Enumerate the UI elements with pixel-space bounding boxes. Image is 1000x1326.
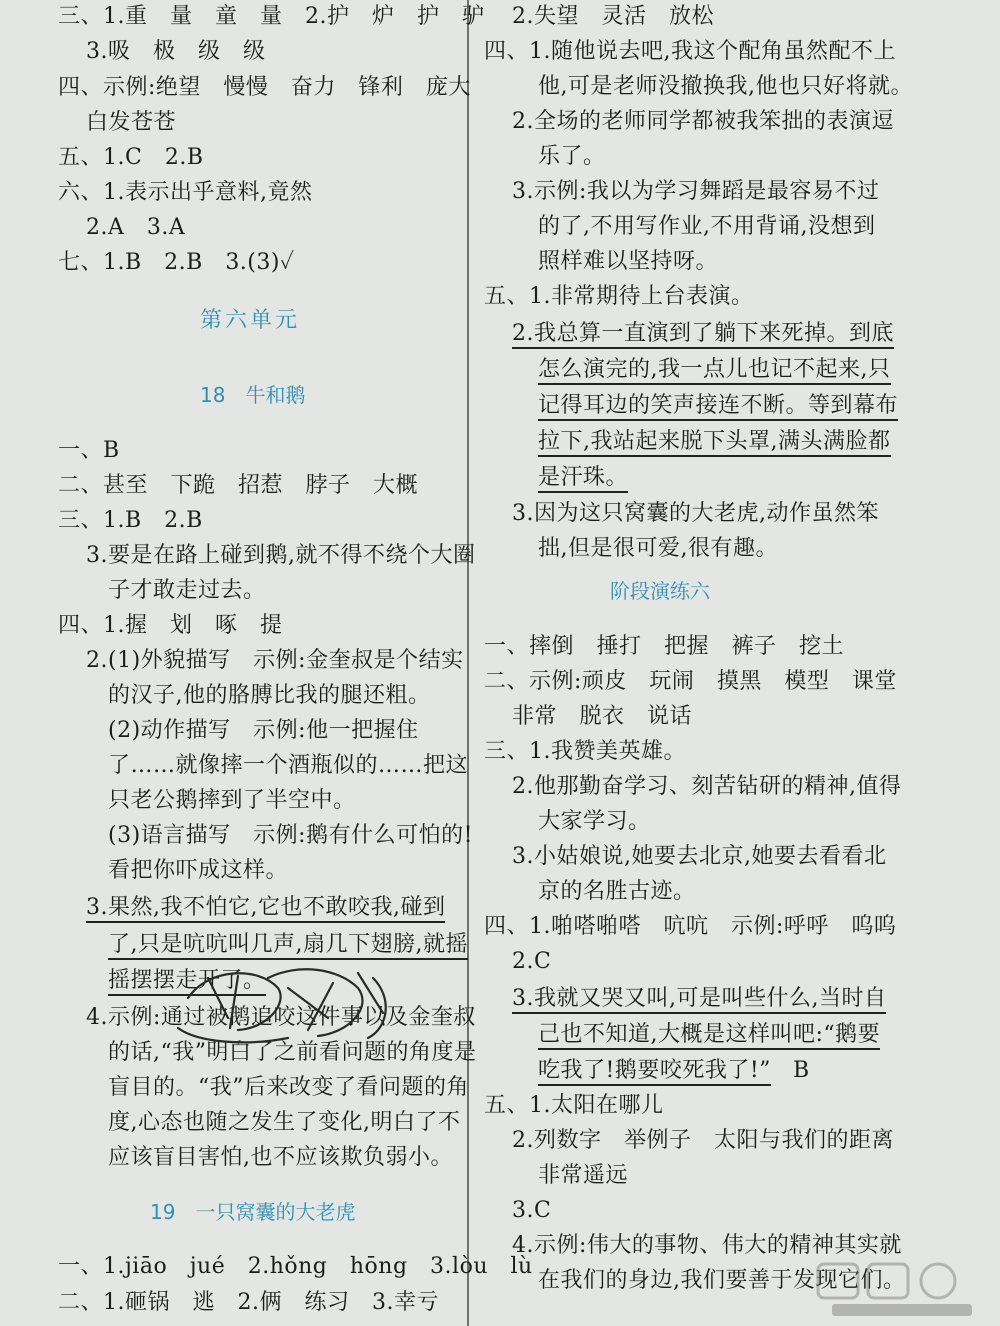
answer-line: 二、示例:顽皮 玩闹 摸黑 模型 课堂: [484, 669, 897, 694]
answer-line: 应该盲目害怕,也不应该欺负弱小。: [108, 1145, 453, 1170]
answer-line: 3.因为这只窝囊的大老虎,动作虽然笨: [512, 501, 879, 526]
choice-answer: B: [792, 1058, 810, 1083]
answer-line: [108, 930, 468, 960]
answer-line: 3.小姑娘说,她要去北京,她要去看看北: [512, 844, 887, 869]
answer-line: 的了,不用写作业,不用背诵,没想到: [538, 214, 876, 239]
answer-line: 的话,“我”明白了之前看问题的角度是: [108, 1040, 477, 1065]
answer-line: 四、1.握 划 啄 提: [58, 613, 283, 638]
answer-line: 子才敢走过去。: [108, 578, 266, 603]
answer-line: 2.A 3.A: [86, 215, 186, 240]
answer-line: 非常 脱衣 说话: [512, 704, 693, 729]
answer-line: 非常遥远: [538, 1163, 629, 1188]
answer-line: 了……就像摔一个酒瓶似的……把这: [108, 753, 469, 778]
answer-line: 3.要是在路上碰到鹅,就不得不绕个大圈: [86, 543, 476, 568]
answer-line: 3.吸 极 级 级: [86, 39, 266, 64]
answer-line: (2)动作描写 示例:他一把握住: [108, 718, 419, 743]
answer-line: [538, 1056, 810, 1086]
answer-line: 三、1.重 量 童 量 2.护 炉 护 驴: [58, 4, 485, 29]
answer-line: [512, 984, 886, 1014]
answer-line: 京的名胜古迹。: [538, 879, 696, 904]
answer-line: [538, 463, 628, 493]
answer-line: 大家学习。: [538, 809, 651, 834]
underlined-sentence: 吃我了!鹅要咬死我了!”: [538, 1058, 771, 1086]
answer-line: 度,心态也随之发生了变化,明白了不: [108, 1110, 461, 1135]
answer-line: 2.他那勤奋学习、刻苦钻研的精神,值得: [512, 774, 902, 799]
answer-line: 的汉子,他的胳膊比我的腿还粗。: [108, 683, 431, 708]
answer-line: 盲目的。“我”后来改变了看问题的角: [108, 1075, 469, 1100]
answer-line: [512, 319, 894, 349]
answer-line: 一、1.jiāo jué 2.hǒng hōng 3.lòu lù: [58, 1254, 533, 1279]
answer-line: [86, 893, 445, 923]
answer-line: 一、B: [58, 438, 120, 463]
watermark-logo: [812, 1260, 992, 1320]
answer-line: 照样难以坚持呀。: [538, 249, 719, 274]
answer-line: 3.C: [512, 1198, 552, 1223]
answer-line: 3.示例:我以为学习舞蹈是最容易不过: [512, 179, 880, 204]
answer-line: 七、1.B 2.B 3.(3)✓: [58, 250, 295, 275]
answer-line: [538, 355, 891, 385]
answer-line: 二、甚至 下跪 招惹 脖子 大概: [58, 473, 419, 498]
underlined-sentence: 记得耳边的笑声接连不断。等到幕布: [538, 393, 898, 421]
answer-line: 2.失望 灵活 放松: [512, 4, 714, 29]
underlined-sentence: 了,只是吭吭叫几声,扇几下翅膀,就摇: [108, 932, 468, 960]
answer-line: 在我们的身边,我们要善于发现它们。: [538, 1268, 906, 1293]
lesson-title: 18 牛和鹅: [200, 383, 306, 407]
underlined-sentence: 己也不知道,大概是这样叫吧:“鹅要: [538, 1022, 880, 1050]
handwritten-stamp: [168, 958, 400, 1048]
answer-line: 三、1.我赞美英雄。: [484, 739, 686, 764]
answer-line: [538, 427, 891, 457]
answer-line: 4.示例:通过被鹅追咬这件事以及金奎叔: [86, 1005, 476, 1030]
section-title: 阶段演练六: [610, 579, 710, 603]
answer-line: 二、1.砸锅 逃 2.俩 练习 3.幸亏: [58, 1290, 439, 1315]
answer-line: 2.C: [512, 949, 552, 974]
answer-line: 乐了。: [538, 144, 606, 169]
answer-line: 五、1.C 2.B: [58, 145, 204, 170]
answer-line: 他,可是老师没撤换我,他也只好将就。: [538, 74, 913, 99]
answer-line: 四、1.啪嗒啪嗒 吭吭 示例:呼呼 呜呜: [484, 914, 897, 939]
underlined-sentence: 怎么演完的,我一点儿也记不起来,只: [538, 357, 891, 385]
underlined-sentence: 3.果然,我不怕它,它也不敢咬我,碰到: [86, 895, 445, 923]
unit-title: 第六单元: [200, 308, 301, 333]
answer-line: 看把你吓成这样。: [108, 858, 289, 883]
answer-line: 2.列数字 举例子 太阳与我们的距离: [512, 1128, 894, 1153]
underlined-sentence: 3.我就又哭又叫,可是叫些什么,当时自: [512, 986, 886, 1014]
answer-line: 三、1.B 2.B: [58, 508, 203, 533]
answer-line: 四、1.随他说去吧,我这个配角虽然配不上: [484, 39, 896, 64]
underlined-sentence: 是汗珠。: [538, 465, 628, 493]
answer-line: 拙,但是很可爱,很有趣。: [538, 536, 778, 561]
answer-line: 只老公鹅摔到了半空中。: [108, 788, 356, 813]
underlined-sentence: 摇摆摆走开了。: [108, 968, 266, 996]
answer-line: 白发苍苍: [86, 110, 177, 135]
answer-line: 2.全场的老师同学都被我笨拙的表演逗: [512, 109, 894, 134]
answer-line: 六、1.表示出乎意料,竟然: [58, 180, 313, 205]
answer-line: 一、摔倒 捶打 把握 裤子 挖土: [484, 634, 845, 659]
answer-line: (3)语言描写 示例:鹅有什么可怕的!: [108, 823, 473, 848]
answer-line: [538, 1020, 880, 1050]
answer-line: 4.示例:伟大的事物、伟大的精神其实就: [512, 1233, 902, 1258]
answer-line: 四、示例:绝望 慢慢 奋力 锋利 庞大: [58, 75, 471, 100]
lesson-title: 19 一只窝囊的大老虎: [150, 1200, 356, 1224]
underlined-sentence: 2.我总算一直演到了躺下来死掉。到底: [512, 321, 894, 349]
answer-line: 五、1.太阳在哪儿: [484, 1093, 664, 1118]
underlined-sentence: 拉下,我站起来脱下头罩,满头满脸都: [538, 429, 891, 457]
answer-line: [538, 391, 898, 421]
column-divider: [467, 0, 469, 1326]
answer-line: 2.(1)外貌描写 示例:金奎叔是个结实: [86, 648, 464, 673]
answer-line: 五、1.非常期待上台表演。: [484, 284, 754, 309]
